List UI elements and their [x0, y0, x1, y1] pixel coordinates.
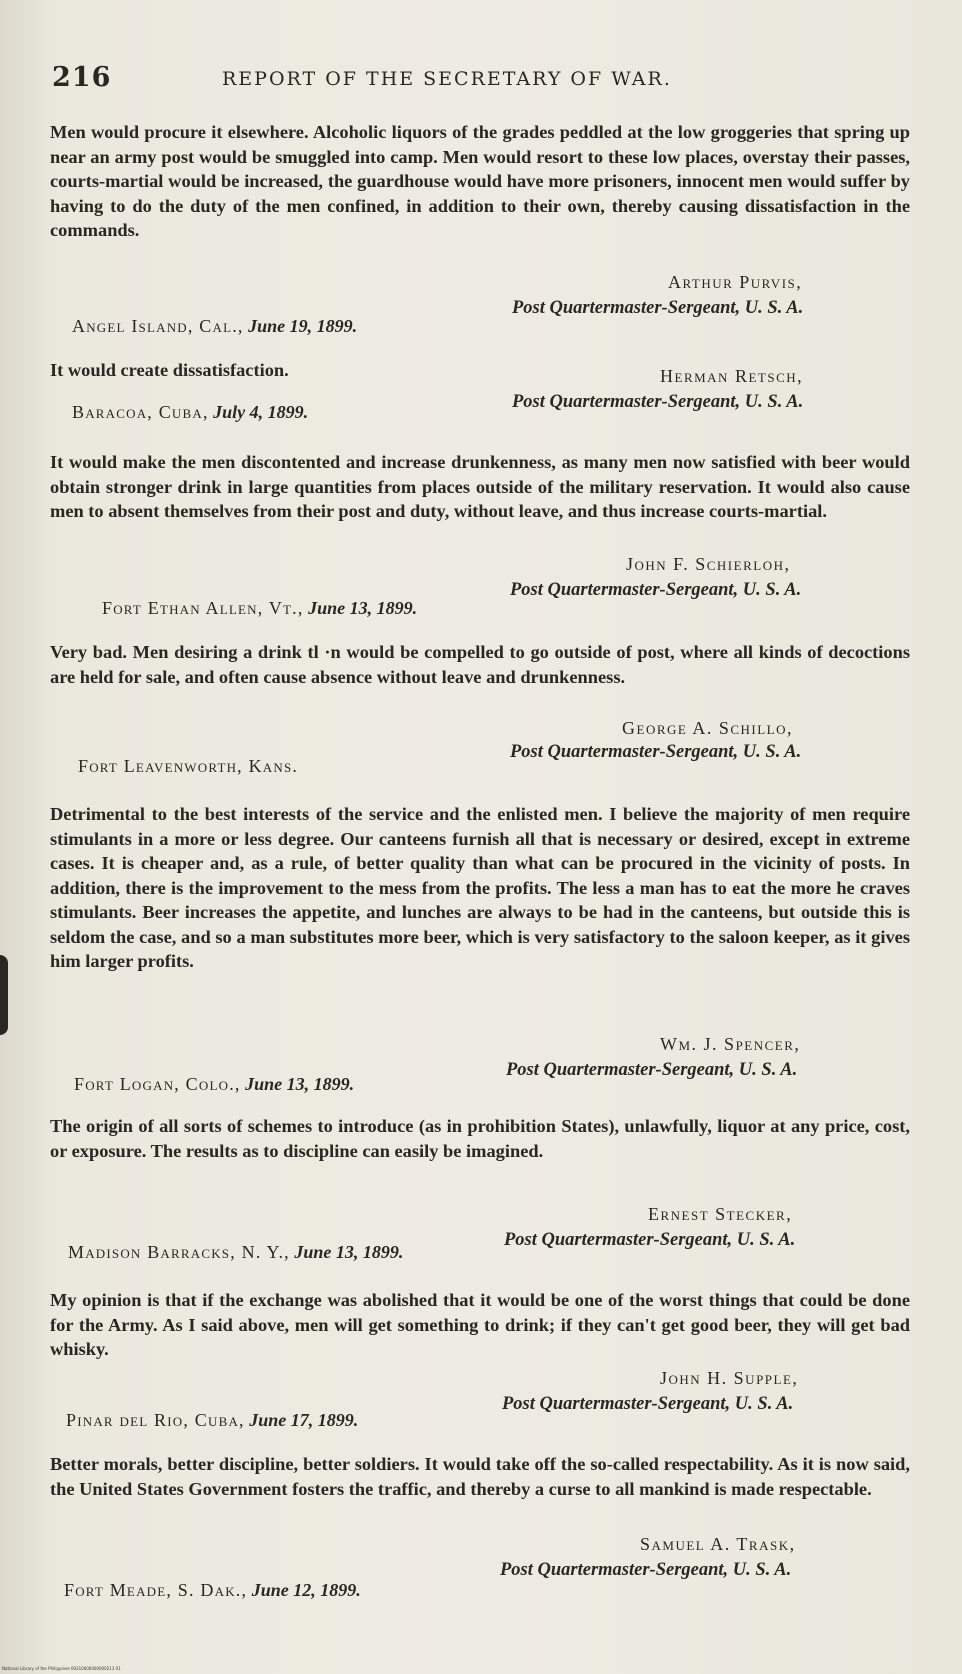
- entry-signer: Arthur Purvis,: [668, 272, 803, 292]
- entry-signer: John F. Schierloh,: [626, 554, 791, 574]
- place-date: June 17, 1899.: [249, 1410, 359, 1430]
- place-name: Fort Logan, Colo.,: [74, 1074, 241, 1094]
- entry-text: It would create dissatisfaction.: [50, 360, 289, 380]
- place-date: June 12, 1899.: [251, 1580, 361, 1600]
- entry-title: Post Quartermaster-Sergeant, U. S. A.: [512, 392, 804, 412]
- entry-place: [72, 402, 308, 423]
- entry-signer: Herman Retsch,: [660, 366, 804, 386]
- entry-place: [78, 756, 298, 777]
- entry-text: Better morals, better discipline, better soldiers. It would take off the so-called respectability. As it is now said, the United States Government fosters the traffic, and thereby a curse to all mankind is made respectable.: [50, 1454, 910, 1499]
- library-imprint: National Library of the Philippines 00210000000000213 01: [2, 1666, 121, 1671]
- entry-place: [66, 1410, 358, 1431]
- place-name: Fort Ethan Allen, Vt.,: [102, 598, 304, 618]
- entry-signer: Wm. J. Spencer,: [660, 1034, 801, 1054]
- entry-title: Post Quartermaster-Sergeant, U. S. A.: [504, 1230, 796, 1250]
- entry-title: Post Quartermaster-Sergeant, U. S. A.: [506, 1060, 798, 1080]
- entry-text: Men would procure it elsewhere. Alcoholic liquors of the grades peddled at the low groggeries that spring up near an army post would be smuggled into camp. Men would resort to these low places, overstay their passes, courts-martial would be increased, the guardhouse would have more prisoners, innocent men would suffer by having to do the duty of the men confined, in addition to their own, thereby causing dissatisfaction in the commands.: [50, 122, 910, 240]
- binding-shadow: [0, 955, 8, 1035]
- entry-signer: John H. Supple,: [660, 1368, 799, 1388]
- entry-place: [72, 316, 357, 337]
- entry-signer: Samuel A. Trask,: [640, 1534, 796, 1554]
- entry-title: Post Quartermaster-Sergeant, U. S. A.: [512, 298, 804, 318]
- place-date: June 13, 1899.: [294, 1242, 404, 1262]
- entry-place: [68, 1242, 403, 1263]
- place-name: Madison Barracks, N. Y.,: [68, 1242, 290, 1262]
- place-name: Fort Meade, S. Dak.,: [64, 1580, 248, 1600]
- entry-text: Detrimental to the best interests of the service and the enlisted men. I believe the majority of men require stimulants in a more or less degree. Our canteens furnish all that is necessary or desired, except in extreme cases. It is cheaper and, as a rule, of better quality than what can be procured in the vicinity of posts. In addition, there is the improvement to the mess from the profits. The less a man has to eat the more he craves stimulants. Beer increases the appetite, and lunches are always to be had in the canteens, but outside this is seldom the case, and so a man substitutes more beer, which is very satisfactory to the saloon keeper, as it gives him larger profits.: [50, 804, 910, 971]
- entry-place: [74, 1074, 354, 1095]
- entry-title: Post Quartermaster-Sergeant, U. S. A.: [500, 1560, 792, 1580]
- place-name: Baracoa, Cuba,: [72, 402, 209, 422]
- page-number: 216: [52, 62, 112, 93]
- entry-place: [102, 598, 417, 619]
- entry-text: The origin of all sorts of schemes to introduce (as in prohibition States), unlawfully, liquor at any price, cost, or exposure. The results as to discipline can easily be imagined.: [50, 1116, 910, 1161]
- place-date: June 13, 1899.: [245, 1074, 355, 1094]
- place-name: Angel Island, Cal.,: [72, 316, 244, 336]
- place-name: Pinar del Rio, Cuba,: [66, 1410, 245, 1430]
- place-name: Fort Leavenworth, Kans.: [78, 756, 299, 776]
- entry-signer: George A. Schillo,: [622, 718, 794, 738]
- place-date: July 4, 1899.: [213, 402, 309, 422]
- page-header: [52, 62, 912, 102]
- entry-title: Post Quartermaster-Sergeant, U. S. A.: [510, 580, 802, 600]
- running-head: REPORT OF THE SECRETARY OF WAR.: [222, 68, 672, 90]
- entry-place: [64, 1580, 361, 1601]
- place-date: June 13, 1899.: [308, 598, 418, 618]
- entry-title: Post Quartermaster-Sergeant, U. S. A.: [502, 1394, 794, 1414]
- entry-text: My opinion is that if the exchange was abolished that it would be one of the worst things that could be done for the Army. As I said above, men will get something to drink; if they can't get good beer, they will get bad whisky.: [50, 1290, 910, 1359]
- entry-text: It would make the men discontented and increase drunkenness, as many men now satisfied with beer would obtain stronger drink in large quantities from places outside of the military reservation. It would also cause men to absent themselves from their post and duty, without leave, and thus increase courts-martial.: [50, 452, 910, 521]
- entry-title: Post Quartermaster-Sergeant, U. S. A.: [510, 742, 802, 762]
- place-date: June 19, 1899.: [248, 316, 358, 336]
- entry-text: Very bad. Men desiring a drink tl ·n would be compelled to go outside of post, where all kinds of decoctions are held for sale, and often cause absence without leave and drunkenness.: [50, 642, 910, 687]
- entry-signer: Ernest Stecker,: [648, 1204, 793, 1224]
